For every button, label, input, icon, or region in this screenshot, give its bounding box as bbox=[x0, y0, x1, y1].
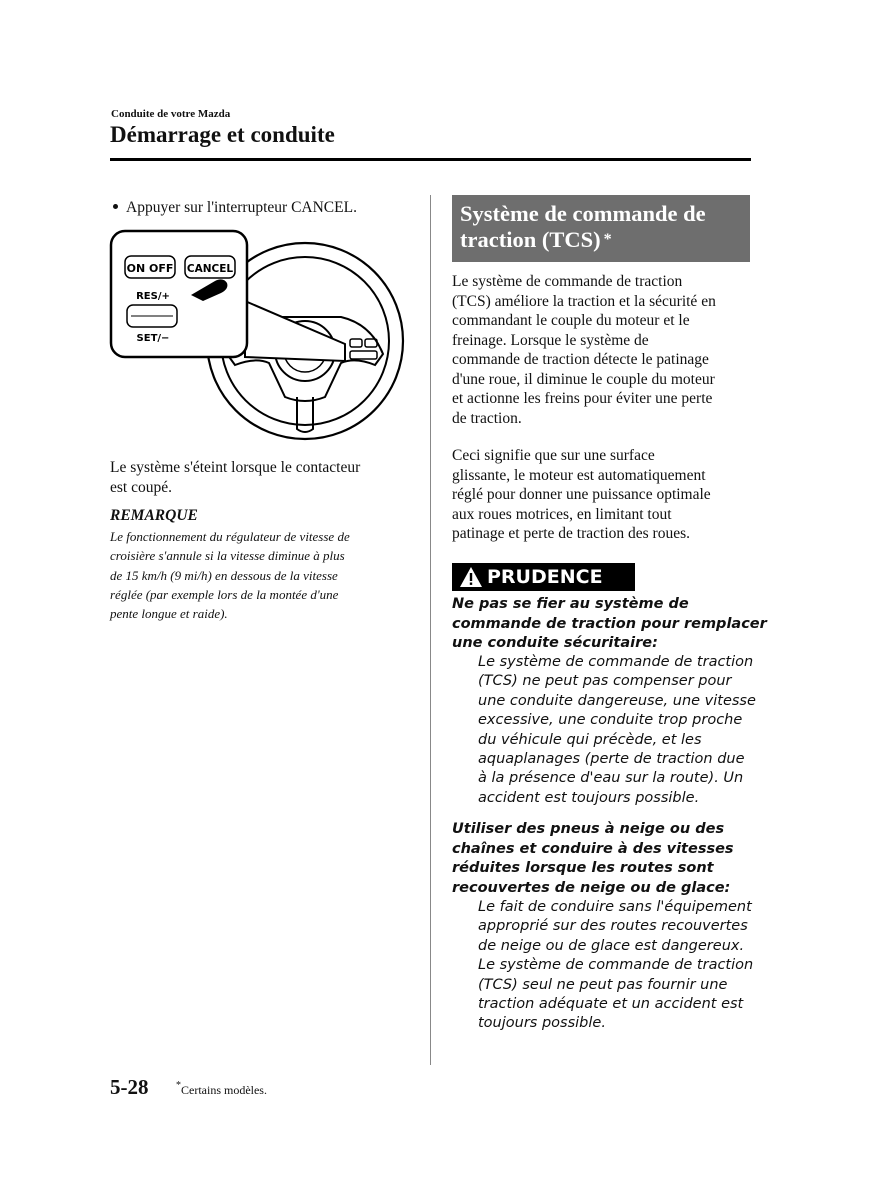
warning2-heading bbox=[452, 820, 734, 898]
warning2-body bbox=[478, 898, 753, 1034]
note-title: REMARQUE bbox=[110, 507, 198, 524]
text-line: patinage et perte de traction des roues. bbox=[452, 525, 690, 542]
text-line: traction adéquate et un accident est bbox=[478, 996, 744, 1013]
callout-box bbox=[111, 231, 247, 357]
text-line: est coupé. bbox=[110, 478, 172, 496]
warning1-body bbox=[478, 653, 756, 808]
bullet-text: Appuyer sur l'interrupteur CANCEL. bbox=[126, 199, 357, 216]
text-line: une conduite sécuritaire: bbox=[452, 635, 658, 651]
section-label: Conduite de votre Mazda bbox=[111, 108, 231, 120]
note-text bbox=[110, 527, 410, 623]
text-line: (TCS) améliore la traction et la sécurité en bbox=[452, 292, 716, 310]
text-line: aux roues motrices, en limitant tout bbox=[452, 505, 672, 523]
note-line: croisière s'annule si la vitesse diminue à plus bbox=[110, 548, 345, 564]
on-off-button bbox=[125, 256, 175, 278]
page-number: 5-28 bbox=[110, 1075, 149, 1099]
section-heading-box bbox=[452, 195, 750, 262]
section-title-line1: Système de commande de bbox=[460, 201, 706, 226]
text-line: Le système de commande de traction bbox=[478, 654, 754, 670]
section-title-star: * bbox=[603, 231, 612, 248]
text-line: commandant le couple du moteur et le bbox=[452, 312, 690, 329]
section-title-line2 bbox=[460, 227, 742, 253]
text-line: accident est toujours possible. bbox=[478, 789, 700, 806]
text-line: commande de traction détecte le patinage bbox=[452, 351, 709, 368]
text-line: Ne pas se fier au système de bbox=[452, 596, 689, 612]
bullet-dot bbox=[113, 204, 118, 209]
res-label: RES/+ bbox=[136, 291, 170, 302]
column-divider bbox=[430, 195, 431, 1065]
text-line: de neige ou de glace est dangereux. bbox=[478, 937, 745, 954]
shutdown-paragraph bbox=[110, 458, 360, 497]
note-line: Le fonctionnement du régulateur de vitesse de bbox=[110, 529, 350, 544]
text-line: (TCS) ne peut pas compenser pour bbox=[478, 673, 732, 690]
text-line: excessive, une conduite trop proche bbox=[478, 712, 743, 729]
footnote bbox=[176, 1080, 267, 1098]
note-line: pente longue et raide). bbox=[110, 606, 228, 622]
text-line: une conduite dangereuse, une vitesse bbox=[478, 692, 756, 709]
text-line: Utiliser des pneus à neige ou des bbox=[452, 821, 725, 837]
text-line: du véhicule qui précède, et les bbox=[478, 731, 702, 748]
footnote-text: Certains modèles. bbox=[181, 1083, 267, 1097]
warning1-heading bbox=[452, 595, 767, 654]
cruise-control-illustration bbox=[109, 229, 409, 454]
cancel-button bbox=[185, 256, 235, 278]
intro-paragraph bbox=[452, 272, 716, 428]
text-line: Le système s'éteint lorsque le contacteur bbox=[110, 459, 361, 476]
note-line: de 15 km/h (9 mi/h) en dessous de la vitesse bbox=[110, 567, 338, 583]
cancel-label: CANCEL bbox=[186, 263, 234, 275]
text-line: glissante, le moteur est automatiquement bbox=[452, 466, 706, 484]
text-line: Ceci signifie que sur une surface bbox=[452, 447, 655, 464]
text-line: Le fait de conduire sans l'équipement bbox=[478, 899, 752, 915]
text-line: réglé pour donner une puissance optimale bbox=[452, 486, 711, 503]
text-line: freinage. Lorsque le système de bbox=[452, 331, 649, 349]
bullet-item bbox=[113, 199, 357, 217]
text-line: à la présence d'eau sur la route). Un bbox=[478, 770, 744, 787]
note-line: réglée (par exemple lors de la montée d'une bbox=[110, 586, 339, 602]
text-line: chaînes et conduire à des vitesses bbox=[452, 840, 734, 857]
text-line: aquaplanages (perte de traction due bbox=[478, 751, 745, 768]
caution-label: PRUDENCE bbox=[487, 566, 603, 588]
second-paragraph bbox=[452, 446, 711, 544]
caution-banner bbox=[452, 563, 635, 591]
text-line: recouvertes de neige ou de glace: bbox=[452, 879, 731, 896]
text-line: toujours possible. bbox=[478, 1015, 606, 1032]
page-title: Démarrage et conduite bbox=[110, 122, 335, 147]
text-line: (TCS) seul ne peut pas fournir une bbox=[478, 976, 728, 993]
section-title-text: traction (TCS) bbox=[460, 227, 601, 252]
text-line: réduites lorsque les routes sont bbox=[452, 860, 714, 876]
on-off-label: ON OFF bbox=[126, 262, 174, 275]
text-line: d'une roue, il diminue le couple du moteur bbox=[452, 370, 715, 388]
text-line: et actionne les freins pour éviter une perte bbox=[452, 390, 713, 407]
set-label: SET/− bbox=[136, 333, 170, 344]
text-line: Le système de commande de traction bbox=[478, 957, 754, 974]
warning-triangle-icon bbox=[459, 566, 483, 588]
text-line: Le système de commande de traction bbox=[452, 273, 683, 290]
text-line: commande de traction pour remplacer bbox=[452, 615, 767, 632]
text-line: approprié sur des routes recouvertes bbox=[478, 918, 748, 935]
header-rule bbox=[110, 158, 751, 161]
text-line: de traction. bbox=[452, 409, 522, 427]
footnote-star: * bbox=[176, 1080, 181, 1091]
